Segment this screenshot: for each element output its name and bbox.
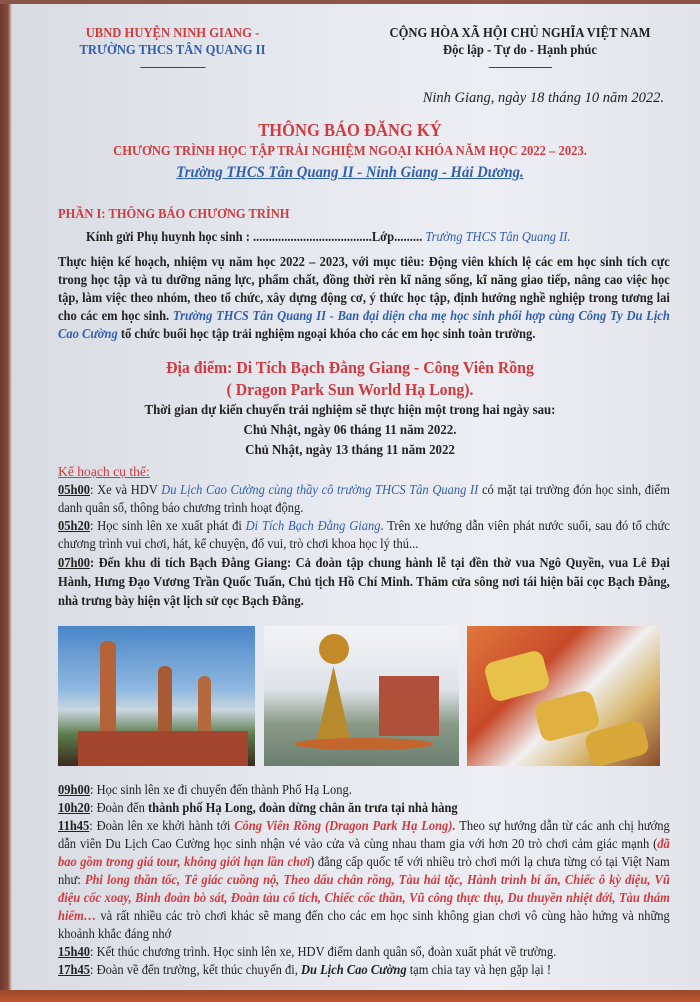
plan-text: : Đoàn đến — [89, 800, 148, 815]
plan-time: 09h00 — [58, 782, 90, 797]
plan-item-1020 — [58, 799, 670, 817]
divider: ------------------------------ — [488, 62, 552, 73]
plan-highlight: Công Viên Rồng (Dragon Park Hạ Long). — [234, 818, 456, 833]
plan-text: : Học sinh lên xe xuất phát đi — [89, 518, 246, 533]
school-location: Trường THCS Tân Quang II - Ninh Giang - Hải Dương. — [176, 164, 524, 181]
plan-text: : Đến khu di tích Bạch Đằng Giang: Cả đoàn tập chung hành lễ tại đền thờ vua Ngô Quyền, vua Lê Đại Hành, Hưng Đạo Vương Trần Quốc Tuấn, Chủ tịch Hồ Chí Minh. Thăm cửa sông nơi tái hiện bãi cọc Bạch Đằng, nhà trưng bày hiện vật lịch sử cọc Bạch Đằng. — [58, 555, 670, 608]
plan-item-1540 — [58, 943, 670, 961]
photo-bach-dang-statues — [58, 626, 255, 766]
plan-text: : Đoàn về đến trường, kết thúc chuyến đi, — [89, 962, 301, 977]
plan-text: : Đoàn lên xe khởi hành tới — [89, 818, 235, 833]
school-name: TRƯỜNG THCS TÂN QUANG II — [79, 43, 266, 58]
intro-text-end: tổ chức buổi học tập trải nghiệm ngoại khóa cho các em học sinh toàn trường. — [117, 326, 536, 341]
plan-highlight: Du Lịch Cao Cường — [300, 962, 407, 977]
plan-item-0700 — [58, 553, 670, 610]
ride-list: Phi long thần tốc, Tê giác cuồng nộ, Theo dấu chân rồng, Tàu hải tặc, Hành trình bí ẩn, Chiếc ô kỳ diệu, Vũ điệu cốc xoay, Binh đoàn bò sát, Đoàn tàu cổ tích, Chiếc cốc thần, Vũ công thực thụ, Du thuyền nhiệt đới, Tàu thám hiểm… — [58, 872, 670, 923]
photo-row — [58, 626, 660, 766]
plan-text: Theo sự hướng dẫn từ các anh chị hướng dẫn viên Du Lịch Cao Cường học sinh nhận vé vào cửa và cùng nhau tham gia với hơn 20 trò chơi cảm giác mạnh ( — [58, 818, 670, 851]
price-note: đã bao gồm trong giá tour, không giới hạn lần chơi — [58, 836, 670, 869]
plan-text: ) đẳng cấp quốc tế với nhiều trò chơi mới lạ chưa từng có tại Việt Nam như: — [58, 854, 670, 887]
nation-name: CỘNG HÒA XÃ HỘI CHỦ NGHĨA VIỆT NAM — [389, 26, 651, 41]
plan-time: 07h00 — [58, 555, 90, 570]
section-heading: PHẦN I: THÔNG BÁO CHƯƠNG TRÌNH — [58, 206, 290, 221]
intro-paragraph — [58, 253, 670, 343]
plan-item-1145 — [58, 817, 670, 943]
document-date-text: Ninh Giang, ngày 18 tháng 10 năm 2022. — [422, 90, 664, 106]
plan-time: 11h45 — [58, 818, 90, 833]
plan-highlight: Du Lịch Cao Cường cùng thầy cô trường THCS Tân Quang II — [161, 482, 479, 497]
divider: ------------------------------- — [139, 62, 205, 73]
plan-text: : Học sinh lên xe đi chuyển đến thành Phố Hạ Long. — [89, 782, 352, 797]
photo-dragon-park-entrance — [264, 626, 459, 766]
plan-highlight: thành phố Hạ Long, đoàn dừng chân ăn trưa tại nhà hàng — [147, 800, 458, 815]
plan-text: . Trên xe hướng dẫn viên phát nước suối, sau đó tổ chức chương trình vui chơi, hát, kể chuyện, đố vui, trò chơi khoa học lý thú... — [58, 518, 670, 551]
greeting-school: Trường THCS Tân Quang II. — [422, 229, 571, 244]
greeting-line — [86, 228, 651, 246]
document-date — [0, 89, 700, 107]
plan-item-0520 — [58, 517, 670, 553]
page-title: THÔNG BÁO ĐĂNG KÝ — [258, 120, 442, 140]
plan-text: có mặt tại trường đón học sinh, điểm danh quân số, thông báo chương trình hoạt động. — [58, 482, 670, 515]
plan-text: và rất nhiều các trò chơi khác sẽ mang đến cho các em học sinh không gian chơi vô cùng hào hứng và những khoảnh khắc đáng nhớ — [58, 908, 670, 941]
plan-text: tạm chia tay và hẹn gặp lại ! — [406, 962, 552, 977]
greeting-text: Kính gửi Phụ huynh học sinh : ......................................Lớp......... — [86, 229, 423, 244]
plan-highlight: Di Tích Bạch Đằng Giang — [245, 518, 381, 533]
location-line1: Địa điểm: Di Tích Bạch Đằng Giang - Công Viên Rồng — [166, 358, 534, 377]
plan-time: 15h40 — [58, 944, 90, 959]
plan-item-1745 — [58, 961, 670, 979]
intro-organizers: Trường THCS Tân Quang II - Ban đại diện cha mẹ học sinh phối hợp cùng Công Ty Du Lịch Cao Cường — [58, 308, 670, 341]
plan-item-0900 — [58, 781, 670, 799]
plan-text: : Kết thúc chương trình. Học sinh lên xe, HDV điểm danh quân số, đoàn xuất phát về trường. — [89, 944, 557, 959]
date-option-1: Chủ Nhật, ngày 06 tháng 11 năm 2022. — [243, 423, 457, 438]
program-title: CHƯƠNG TRÌNH HỌC TẬP TRẢI NGHIỆM NGOẠI KHÓA NĂM HỌC 2022 – 2023. — [113, 144, 587, 159]
intro-text: Thực hiện kế hoạch, nhiệm vụ năm học 2022 – 2023, với mục tiêu: Động viên khích lệ các em học sinh tích cực trong học tập và tu dưỡng năng lực, phẩm chất, đồng thời rèn kĩ năng sống, kĩ năng giao tiếp, nâng cao việc học tập, làm việc theo nhóm, theo tổ chức, xây dựng động cơ, ý thức học tập, định hướng nghề nghiệp trong tương lai cho các em học sinh. — [58, 254, 670, 323]
plan-item-0500 — [58, 481, 670, 517]
plan-time: 10h20 — [58, 800, 90, 815]
plan-time: 05h00 — [58, 482, 90, 497]
plan-heading: Kế hoạch cụ thể: — [58, 464, 150, 479]
plan-text: : Xe và HDV — [89, 482, 162, 497]
photo-roller-coaster-riders — [467, 626, 660, 766]
district-name: UBND HUYỆN NINH GIANG - — [85, 26, 260, 41]
time-intro: Thời gian dự kiến chuyến trải nghiệm sẽ thực hiện một trong hai ngày sau: — [144, 403, 556, 418]
plan-time: 17h45 — [58, 962, 90, 977]
motto: Độc lập - Tự do - Hạnh phúc — [442, 43, 598, 58]
plan-time: 05h20 — [58, 518, 90, 533]
date-option-2: Chủ Nhật, ngày 13 tháng 11 năm 2022 — [245, 443, 455, 458]
location-line2: ( Dragon Park Sun World Hạ Long). — [226, 380, 474, 399]
